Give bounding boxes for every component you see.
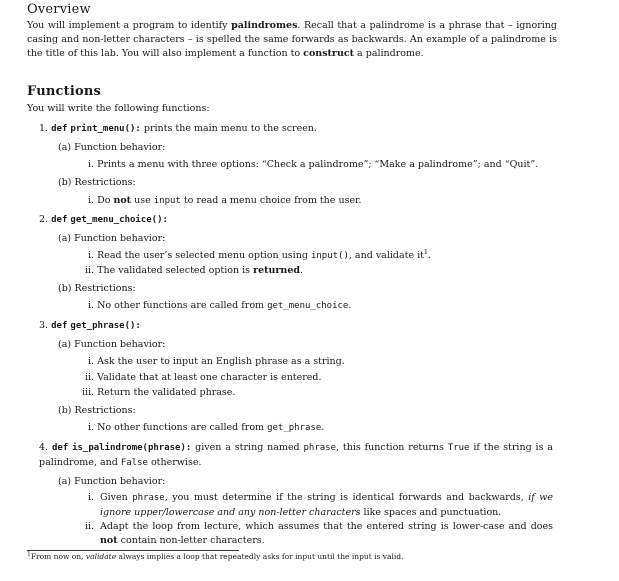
footnote-ref: 1 (423, 248, 428, 256)
function-3-restriction-item: i. No other functions are called from get_phrase. (88, 422, 325, 433)
keyword-palindromes: palindromes (231, 20, 298, 31)
function-1-behavior-label: (a) Function behavior: (58, 142, 166, 153)
function-1-signature: 1. def print_menu(): prints the main menu to the screen. (39, 123, 317, 134)
function-4-behavior-item-1: Given phrase, you must determine if the string is identical forwards and backwards, if we ignore upper/lowercase and any non-letter characters like spaces and punctuation. (100, 492, 553, 518)
keyword-construct: construct (303, 48, 355, 59)
functions-intro: You will write the following functions: (27, 103, 210, 114)
function-4-behavior-item-2-num: ii. (85, 521, 95, 532)
function-3-behavior-label: (a) Function behavior: (58, 339, 166, 350)
function-2-restriction-item: i. No other functions are called from get_menu_choice. (88, 300, 352, 311)
function-2-restrictions-label: (b) Restrictions: (58, 283, 136, 294)
function-1-restriction-item: i. Do not use input to read a menu choice from the user. (88, 195, 362, 206)
function-3-behavior-item-1: i. Ask the user to input an English phrase as a string. (88, 356, 345, 367)
function-2-signature: 2. def get_menu_choice(): (39, 214, 168, 225)
footnote: $^1$From now on, validate always implies a loop that repeatedly asks for input until the input is valid. (27, 550, 404, 561)
footnote-rule (27, 550, 239, 551)
function-3-behavior-item-3: iii. Return the validated phrase. (82, 387, 236, 398)
function-4-behavior-label: (a) Function behavior: (58, 476, 166, 487)
overview-paragraph: You will implement a program to identify palindromes. Recall that a palindrome is a phrase that – ignoring casing and non-letter characters – is spelled the same forwards as backwards. An example of a palindrome is the title of this lab. You will also implement a function to construct a palindrome. (27, 20, 557, 59)
function-4-signature: 4. def is_palindrome(phrase): given a string named phrase, this function returns True if the string is a palindrome, and False otherwise. (39, 442, 553, 468)
function-2-behavior-label: (a) Function behavior: (58, 233, 166, 244)
section-heading-overview: Overview (27, 2, 91, 17)
function-1-behavior-item: i. Prints a menu with three options: “Check a palindrome”; “Make a palindrome”; and “Quit”. (88, 159, 539, 170)
function-2-behavior-item-1: i. Read the user’s selected menu option using input(), and validate $it^1$. (88, 248, 431, 261)
function-2-behavior-item-2: ii. The validated selected option is returned. (85, 265, 304, 276)
function-1-restrictions-label: (b) Restrictions: (58, 177, 136, 188)
function-4-behavior-item-2: Adapt the loop from lecture, which assumes that the entered string is lower-case and does not contain non-letter characters. (100, 521, 553, 546)
function-3-restrictions-label: (b) Restrictions: (58, 405, 136, 416)
function-4-behavior-item-1-num: i. (88, 492, 95, 503)
function-3-signature: 3. def get_phrase(): (39, 320, 141, 331)
function-3-behavior-item-2: ii. Validate that at least one character is entered. (85, 372, 322, 383)
section-heading-functions: Functions (27, 84, 102, 99)
